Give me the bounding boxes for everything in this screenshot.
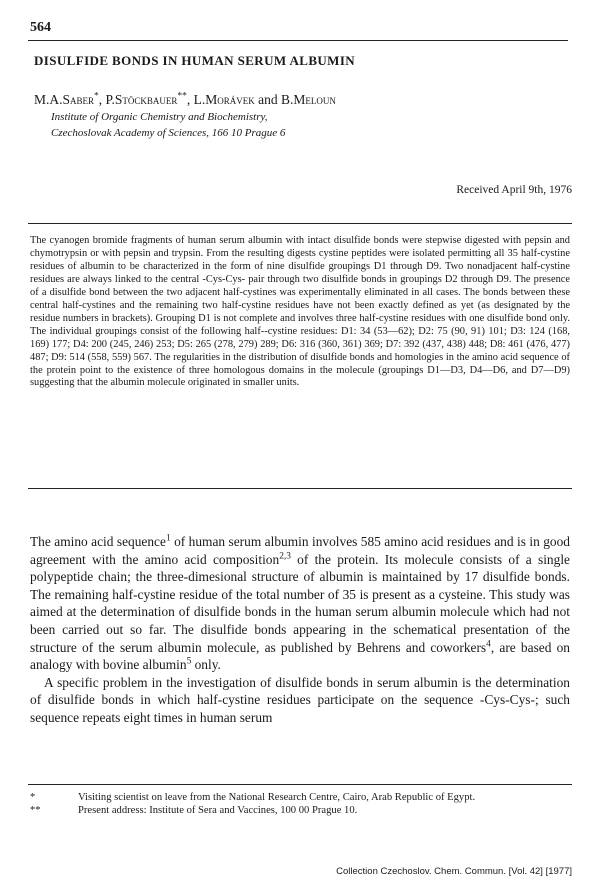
- body-p1-part-d: , are based on analogy with bovine albumin: [30, 639, 571, 673]
- author-4-initials: B.: [280, 92, 294, 107]
- header-rule: [28, 40, 568, 41]
- reference-4: 4: [486, 639, 491, 650]
- page-number: 564: [30, 20, 51, 35]
- author-3-initials: L.: [193, 92, 206, 107]
- journal-footer: Collection Czechoslov. Chem. Commun. [Vol. 42] [1977]: [336, 866, 572, 877]
- body-p1-part-a: The amino acid sequence: [30, 534, 166, 549]
- body-p1-part-e: only.: [191, 657, 221, 673]
- author-conjunction: and: [258, 92, 278, 107]
- footnote-2-text: Present address: Institute of Sera and Vaccines, 100 00 Prague 10.: [78, 805, 358, 817]
- footnote-2: [30, 804, 570, 817]
- affiliation-line-1: Institute of Organic Chemistry and Biochemistry,: [51, 111, 268, 123]
- reference-1: 1: [165, 533, 171, 544]
- footnote-rule: [28, 784, 572, 785]
- footnotes: [30, 791, 570, 817]
- body-paragraph-1: [30, 533, 570, 674]
- reference-2-3: 2,3: [279, 551, 291, 562]
- footnote-2-mark: **: [30, 805, 41, 817]
- author-2-footnote-mark: **: [177, 91, 187, 102]
- author-1-footnote-mark: *: [94, 91, 99, 102]
- body-paragraph-2: A specific problem in the investigation of disulfide bonds in serum albumin is the determination of disulfide bonds in which half-cystine residues participate on the sequence -Cys-Cys-; such sequence repeats eight times in human serum: [30, 674, 570, 725]
- author-list: M.A.Saber*, P.Stöckbauer**, L.Morávek and B.Meloun: [34, 91, 336, 107]
- footnote-1-text: Visiting scientist on leave from the National Research Centre, Cairo, Arab Republic of Egypt.: [78, 792, 476, 803]
- author-1-initials: M.A.: [34, 92, 63, 107]
- body-p1-part-b: of human serum albumin involves 585 amino acid residues and is in good agreement with the amino acid composition: [30, 534, 570, 567]
- body-text: [30, 533, 570, 727]
- author-4-surname: Meloun: [293, 92, 336, 107]
- author-1-surname: Saber: [62, 92, 95, 107]
- reference-5: 5: [186, 656, 192, 667]
- received-date: Received April 9th, 1976: [456, 184, 572, 196]
- body-p1-part-c: of the protein. Its molecule consists of a single polypeptide chain; the three-dimesional structure of albumin is maintained by 17 disulfide bonds. The remaining half-cystine residue of the total number of 35 is present as a cysteine. This study was aimed at the determination of disulfide bonds in the human serum albumin molecule which had not been carried out so far. The disulfide bonds appearing in the schematical presentation of the structure of the serum albumin molecule, as published by Behrens and coworkers: [30, 551, 570, 655]
- footnote-1-mark: *: [30, 792, 36, 803]
- abstract-text: The cyanogen bromide fragments of human serum albumin with intact disulfide bonds were stepwise digested with pepsin and chymotrypsin or with pepsin and trypsin. From the resulting digests cystine peptides were isolated permitting all 35 half-cystine residues of albumin to be characterized in the form of nine disulfide groupings D1 through D9. Two nonadjacent half-cystine residues are always linked to the central -Cys-Cys- pair through two disulfide bonds in groupings D2 through D9. The presence of a disulfide bond between the two adjacent half-cystines was experimentally eliminated in all cases. The bonds between these central half-cystines and the remaining two half-cystine residues have not been exactly defined as yet (as designated by the residue numbers in brackets). Grouping D1 is not complete and involves three half-cystine residues with one disulfide bond only. The individual groupings consist of the following half--cystine residues: D1: 34 (53—62); D2: 75 (90, 91) 101; D3: 124 (168, 169) 177; D4: 200 (245, 246) 253; D5: 265 (278, 279) 289; D6: 316 (360, 361) 369; D7: 392 (437, 438) 448; D8: 461 (476, 477) 487; D9: 514 (558, 559) 567. The regularities in the distribution of disulfide bonds and homologies in the amino acid sequence of the protein point to the existence of three homologous domains in the molecule (groupings D1—D3, D4—D6, and D7—D9) suggesting that the albumin molecule originated in smaller units.: [30, 235, 570, 389]
- author-3-surname: Morávek: [205, 92, 255, 107]
- author-2-surname: Stöckbauer: [114, 92, 178, 107]
- author-2-initials: P.: [105, 92, 115, 107]
- affiliation-line-2: Czechoslovak Academy of Sciences, 166 10 Prague 6: [51, 127, 286, 139]
- footnote-1: [30, 791, 570, 804]
- article-title: DISULFIDE BONDS IN HUMAN SERUM ALBUMIN: [34, 53, 356, 68]
